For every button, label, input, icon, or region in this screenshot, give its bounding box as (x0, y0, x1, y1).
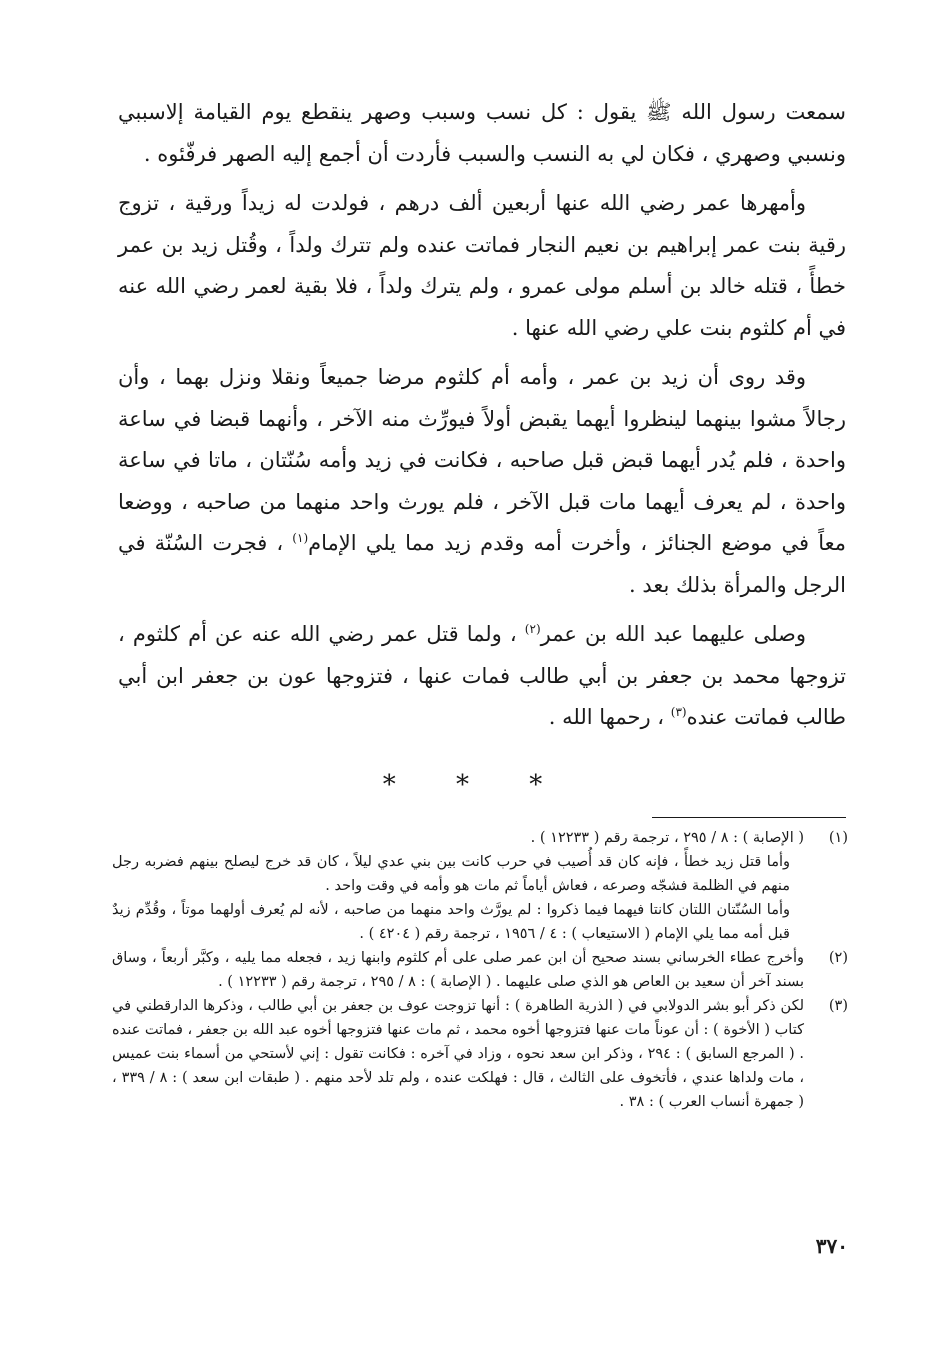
paragraph-4-text-mid: ، ولما قتل عمر رضي الله عنه عن أم كلثوم ، تزوجها محمد بن جعفر بن أبي طالب فمات عنها ، فتزوجها عون بن جعفر ابن أبي طالب فماتت عنده (118, 622, 846, 729)
footnote-line: لكن ذكر أبو بشر الدولابي في ( الذرية الطاهرة ) : أنها تزوجت عوف بن جعفر بن أبي طالب ، وذكرها الدارقطني في كتاب ( الأخوة ) : أن عوناً مات عنها فتزوجها أخوه محمد ، ثم مات عنها فتزوجها أخوه عبد الله بن جعفر ، فماتت عنده . ( المرجع السابق ) : ٢٩٤ ، وذكر ابن سعد نحوه ، وزاد في آخره : فكانت تقول : إني لأستحي من أسماء بنت عميس ، مات ولداها عندي ، فأتخوف على الثالث ، قال : فهلكت عنده ، ولم تلد لأحد منهم . ( طبقات ابن سعد ) : ٨ / ٣٣٩ ، ( جمهرة أنساب العرب ) : ٣٨ . (112, 998, 805, 1110)
footnote-line: وأما السُنّتان اللتان كانتا فيهما فيما ذكروا : لم يورَّث واحد منهما من صاحبه ، لأنه لم يُعرف أولهما موتاً ، وقُدِّم زيدٌ قبل أمه مما يلي الإمام ( الاستيعاب ) : ٤ / ١٩٥٦ ، ترجمة رقم ( ٤٢٠٤ ) . (112, 902, 790, 942)
footnote-ref-1[interactable]: (١) (292, 531, 309, 545)
footnote-3 (112, 994, 848, 1114)
footnote-2 (112, 946, 848, 994)
main-text (118, 92, 846, 747)
paragraph-4-text-end: ، رحمها الله . (548, 705, 671, 729)
footnote-number: (١) (828, 830, 848, 846)
footnote-line: ( الإصابة ) : ٨ / ٢٩٥ ، ترجمة رقم ( ١٢٢٣٣ ) . (530, 830, 804, 846)
footnote-line: وأخرج عطاء الخرساني بسند صحيح أن ابن عمر صلى على أم كلثوم وابنها زيد ، فجعله مما يليه ، وكبَّر أربعاً ، وساق بسند آخر أن سعيد بن العاص هو الذي صلى عليهما . ( الإصابة ) : ٨ / ٢٩٥ ، ترجمة رقم ( ١٢٢٣٣ ) . (112, 950, 804, 990)
paragraph-3-text: وقد روى أن زيد بن عمر ، وأمه أم كلثوم مرضا جميعاً ونقلا ونزل بهما ، وأن رجالاً مشوا بينهما لينظروا أيهما يقبض أولاً فيورِّث منه الآخر ، وأنهما قبضا في ساعة واحدة ، فلم يُدر أيهما قبض قبل صاحبه ، فكانت في زيد وأمه سُنّتان ، ماتا في ساعة واحدة ، لم يعرف أيهما مات قبل الآخر ، فلم يورث واحد منهما من صاحبه ، ووضعا معاً في موضع الجنائز ، وأخرت أمه وقدم زيد مما يلي الإمام (118, 365, 846, 555)
footnote-ref-2[interactable]: (٢) (524, 622, 541, 636)
footnote-ref-3[interactable]: (٣) (670, 705, 687, 719)
paragraph-3-text-end: ، فجرت السُنّة في الرجل والمرأة بذلك بعد . (118, 531, 846, 597)
footnote-body (112, 946, 804, 994)
page-number: ٣٧٠ (815, 1234, 848, 1258)
footnote-body (112, 994, 804, 1114)
footnotes (112, 826, 848, 1114)
footnote-number: (٣) (828, 998, 848, 1014)
footnote-1 (112, 826, 848, 946)
footnote-number: (٢) (828, 950, 848, 966)
footnote-line: وأما قتل زيد خطأً ، فإنه كان قد أُصيب في حرب كانت بين بني عدي ليلاً ، كان قد خرج ليصلح بينهم فضربه رجل منهم في الظلمة فشجّه وصرعه ، فعاش أياماً ثم مات هو وأمه في وقت واحد . (112, 854, 790, 894)
footnote-divider (652, 817, 846, 818)
paragraph-4-text: وصلى عليهما عبد الله بن عمر (540, 622, 807, 646)
paragraph-2: وأمهرها عمر رضي الله عنها أربعين ألف درهم ، فولدت له زيداً ورقية ، تزوج رقية بنت عمر إبراهيم بن نعيم النجار فماتت عنده ولم تترك ولداً ، وقُتل زيد بن عمر خطأً ، قتله خالد بن أسلم مولى عمرو ، ولم يترك ولداً ، فلا بقية لعمر رضي الله عنه في أم كلثوم بنت علي رضي الله عنها . (118, 191, 846, 340)
paragraph-3 (118, 357, 846, 606)
section-separator: * * * (382, 770, 569, 800)
paragraph-1: سمعت رسول الله ﷺ يقول : كل نسب وسبب وصهر ينقطع يوم القيامة إلاسببي ونسبي وصهري ، فكان لي به النسب والسبب فأردت أن أجمع إليه الصهر فرفّئوه . (118, 100, 846, 166)
footnote-body (112, 826, 804, 946)
paragraph-4 (118, 614, 846, 739)
